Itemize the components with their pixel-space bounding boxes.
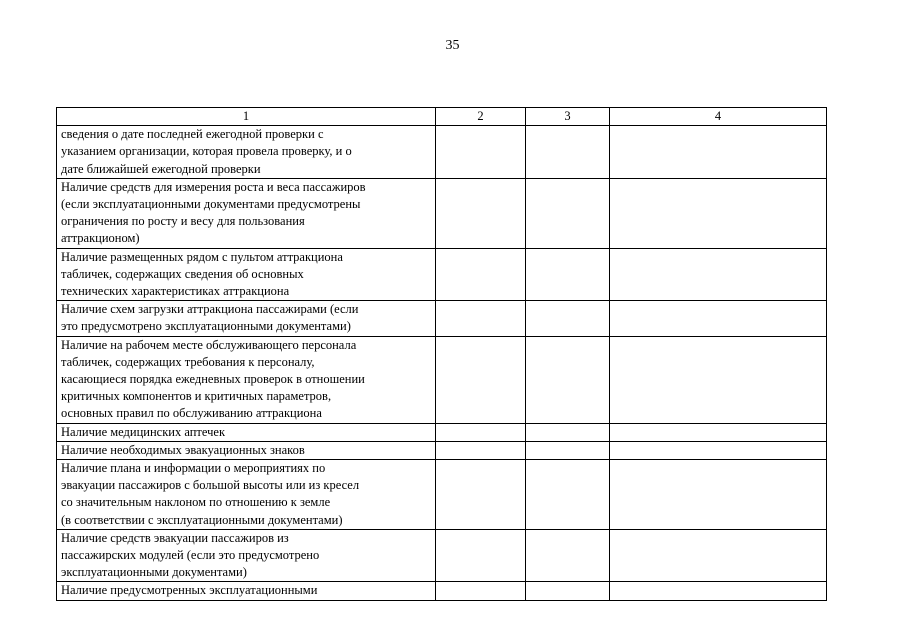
mark-cell-col2 xyxy=(436,441,526,459)
requirement-cell xyxy=(57,301,436,336)
mark-cell-col3 xyxy=(526,248,610,301)
column-header-2: 2 xyxy=(436,108,526,126)
mark-cell-col3 xyxy=(526,582,610,600)
column-header-3: 3 xyxy=(526,108,610,126)
mark-cell-col2 xyxy=(436,460,526,530)
mark-cell-col2 xyxy=(436,301,526,336)
mark-cell-col2 xyxy=(436,423,526,441)
note-cell-col4 xyxy=(610,126,827,179)
mark-cell-col3 xyxy=(526,460,610,530)
table-row xyxy=(57,460,827,530)
requirement-text: Наличие плана и информации о мероприятиях по эвакуации пассажиров с большой высоты или из кресел со значительным наклоном по отношению к земле (в соответствии с эксплуатационными документами) xyxy=(61,461,360,527)
requirement-text: сведения о дате последней ежегодной проверки с указанием организации, которая провела проверку, и о дате ближайшей ежегодной проверки xyxy=(61,127,352,176)
note-cell-col4 xyxy=(610,441,827,459)
column-header-1: 1 xyxy=(57,108,436,126)
table-row xyxy=(57,126,827,179)
requirement-text: Наличие предусмотренных эксплуатационными xyxy=(61,583,318,598)
note-cell-col4 xyxy=(610,178,827,248)
mark-cell-col3 xyxy=(526,178,610,248)
note-cell-col4 xyxy=(610,529,827,582)
checklist-table xyxy=(56,107,827,601)
note-cell-col4 xyxy=(610,423,827,441)
note-cell-col4 xyxy=(610,336,827,423)
requirement-cell xyxy=(57,460,436,530)
mark-cell-col3 xyxy=(526,423,610,441)
table-row xyxy=(57,423,827,441)
table-row xyxy=(57,248,827,301)
requirement-cell xyxy=(57,336,436,423)
mark-cell-col2 xyxy=(436,336,526,423)
requirement-text: Наличие необходимых эвакуационных знаков xyxy=(61,442,305,457)
requirement-cell xyxy=(57,529,436,582)
requirement-text: Наличие на рабочем месте обслуживающего персонала табличек, содержащих требования к персоналу, касающиеся порядка ежедневных проверок в отношении критичных компонентов и критичных параметров, основных правил по обслуживанию аттракциона xyxy=(61,337,365,421)
note-cell-col4 xyxy=(610,301,827,336)
note-cell-col4 xyxy=(610,582,827,600)
requirement-text: Наличие средств эвакуации пассажиров из пассажирских модулей (если это предусмотрено эксплуатационными документами) xyxy=(61,530,320,580)
requirement-cell xyxy=(57,178,436,248)
requirement-text: Наличие медицинских аптечек xyxy=(61,424,226,439)
page-number: 35 xyxy=(445,38,460,53)
mark-cell-col2 xyxy=(436,178,526,248)
mark-cell-col3 xyxy=(526,529,610,582)
requirement-text: Наличие средств для измерения роста и веса пассажиров (если эксплуатационными документами предусмотрены ограничения по росту и весу для пользования аттракционом) xyxy=(61,179,366,246)
table-row xyxy=(57,529,827,582)
note-cell-col4 xyxy=(610,460,827,530)
table-row xyxy=(57,301,827,336)
requirement-cell xyxy=(57,423,436,441)
table-row xyxy=(57,178,827,248)
requirement-cell xyxy=(57,248,436,301)
mark-cell-col2 xyxy=(436,582,526,600)
mark-cell-col2 xyxy=(436,126,526,179)
mark-cell-col2 xyxy=(436,529,526,582)
table-row xyxy=(57,441,827,459)
requirement-text: Наличие размещенных рядом с пультом аттракциона табличек, содержащих сведения об основных технических характеристиках аттракциона xyxy=(61,249,343,299)
note-cell-col4 xyxy=(610,248,827,301)
requirement-cell xyxy=(57,582,436,600)
mark-cell-col3 xyxy=(526,336,610,423)
requirement-cell xyxy=(57,126,436,179)
table-row xyxy=(57,582,827,600)
mark-cell-col3 xyxy=(526,126,610,179)
requirement-cell xyxy=(57,441,436,459)
table-header-row xyxy=(57,108,827,126)
table-row xyxy=(57,336,827,423)
mark-cell-col3 xyxy=(526,441,610,459)
requirement-text: Наличие схем загрузки аттракциона пассажирами (если это предусмотрено эксплуатационными документами) xyxy=(61,302,359,334)
mark-cell-col2 xyxy=(436,248,526,301)
mark-cell-col3 xyxy=(526,301,610,336)
column-header-4: 4 xyxy=(610,108,827,126)
